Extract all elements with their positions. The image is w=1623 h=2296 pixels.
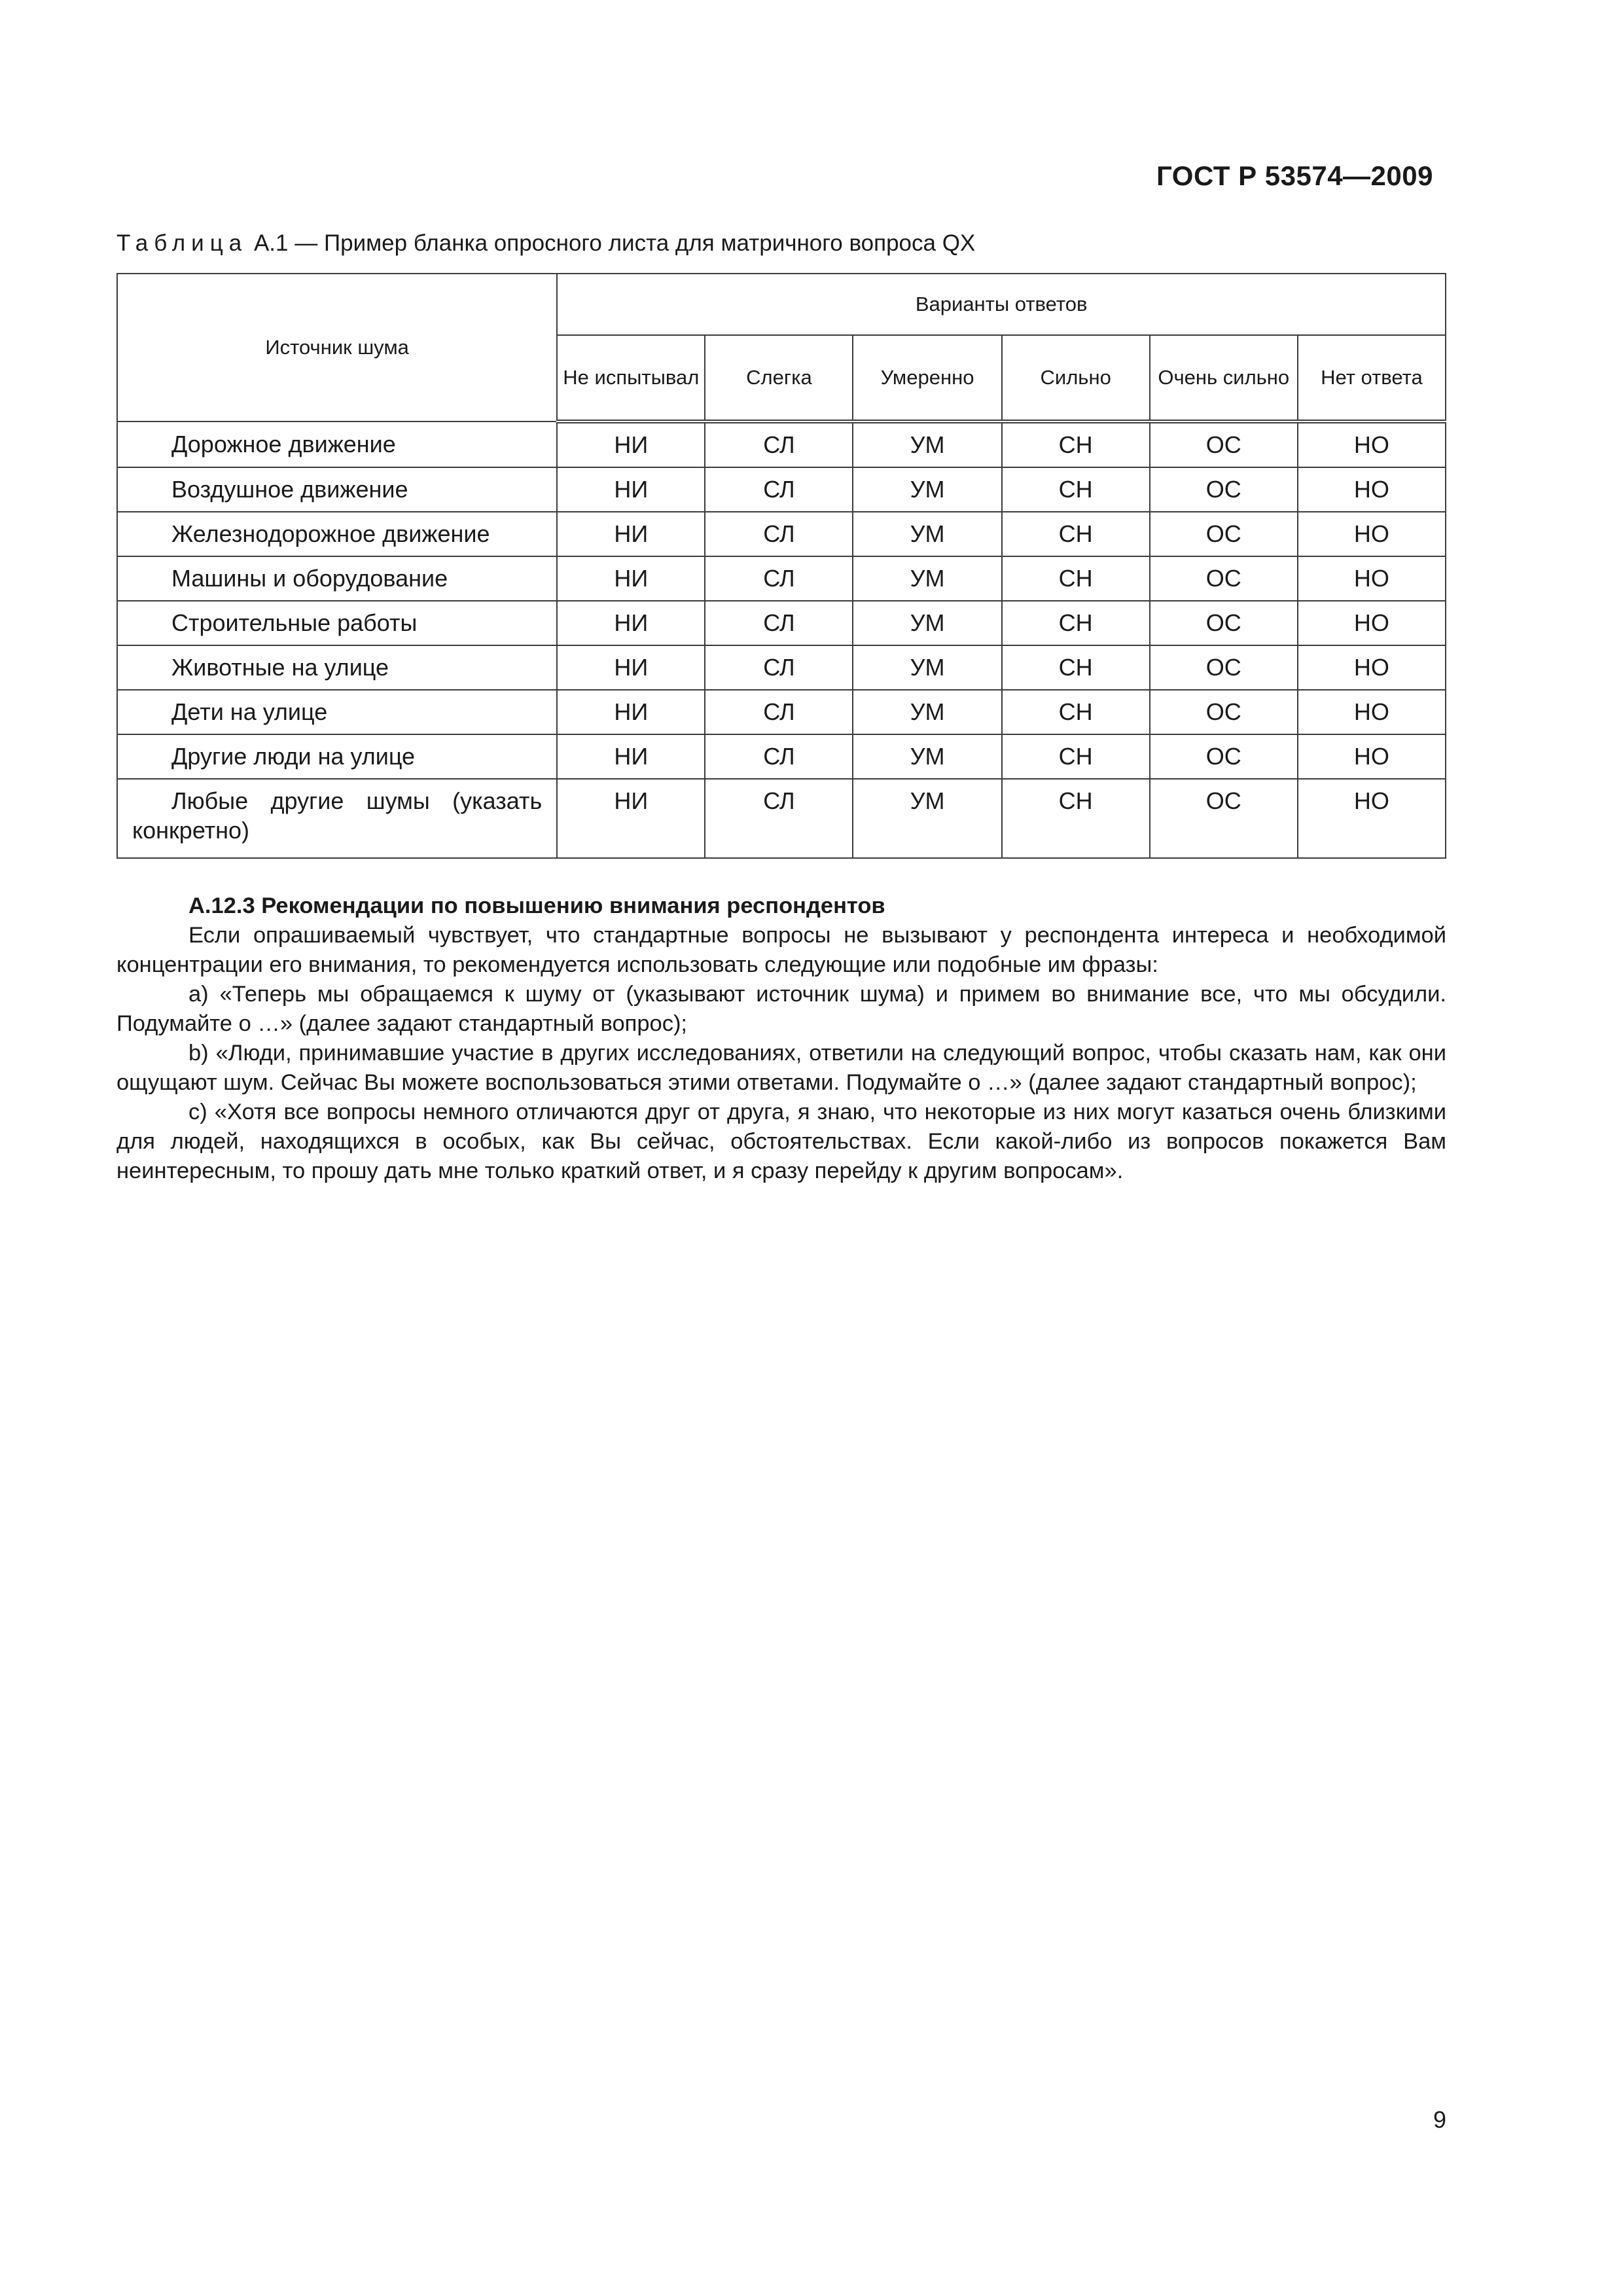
table-row	[117, 734, 1446, 779]
answer-code-cell: УМ	[853, 467, 1001, 512]
paragraph: b) «Люди, принимавшие участие в других исследованиях, ответили на следующий вопрос, чтобы сказать нам, как они ощущают шум. Сейчас Вы можете воспользоваться этими ответами. Подумайте о …» (далее задают стандартный вопрос);	[116, 1041, 1446, 1095]
answer-code-cell: НИ	[557, 779, 705, 858]
noise-source-cell: Строительные работы	[117, 601, 557, 645]
column-header: Сильно	[1002, 335, 1150, 422]
column-header-source: Источник шума	[117, 274, 557, 422]
paragraph: Если опрашиваемый чувствует, что стандартные вопросы не вызывают у респондента интереса и необходимой концентрации его внимания, то рекомендуется использовать следующие или подобные им фразы:	[116, 923, 1446, 977]
answer-code-cell: УМ	[853, 690, 1001, 734]
answer-code-cell: УМ	[853, 512, 1001, 556]
answer-code-cell: НО	[1298, 645, 1446, 690]
answer-code-cell: УМ	[853, 601, 1001, 645]
column-header: Умеренно	[853, 335, 1001, 422]
answer-code-cell: НО	[1298, 467, 1446, 512]
table-row	[117, 690, 1446, 734]
answer-code-cell: ОС	[1150, 556, 1298, 601]
table-row	[117, 467, 1446, 512]
answer-code-cell: ОС	[1150, 690, 1298, 734]
table-row	[117, 779, 1446, 858]
answer-code-cell: НИ	[557, 601, 705, 645]
noise-source-cell: Воздушное движение	[117, 467, 557, 512]
answer-code-cell: СЛ	[705, 422, 853, 467]
answer-code-cell: ОС	[1150, 645, 1298, 690]
noise-source-cell: Любые другие шумы (указать конкретно)	[117, 779, 557, 858]
column-group-header: Варианты ответов	[557, 274, 1446, 335]
answer-code-cell: НИ	[557, 422, 705, 467]
answer-code-cell: НО	[1298, 779, 1446, 858]
answer-code-cell: УМ	[853, 734, 1001, 779]
answer-code-cell: СН	[1002, 556, 1150, 601]
answer-code-cell: НО	[1298, 422, 1446, 467]
answer-code-cell: СЛ	[705, 690, 853, 734]
answer-code-cell: НО	[1298, 601, 1446, 645]
table-row	[117, 512, 1446, 556]
answer-code-cell: ОС	[1150, 734, 1298, 779]
answer-code-cell: НИ	[557, 690, 705, 734]
column-header: Слегка	[705, 335, 853, 422]
answer-code-cell: НО	[1298, 690, 1446, 734]
answer-code-cell: ОС	[1150, 512, 1298, 556]
answer-code-cell: СН	[1002, 645, 1150, 690]
answer-code-cell: СЛ	[705, 556, 853, 601]
paragraph: c) «Хотя все вопросы немного отличаются друг от друга, я знаю, что некоторые из них могут казаться очень близкими для людей, находящихся в особых, как Вы сейчас, обстоятельствах. Если какой-либо из вопросов покажется Вам неинтересным, то прошу дать мне только краткий ответ, и я сразу перейду к другим вопросам».	[116, 1100, 1446, 1183]
paragraph: a) «Теперь мы обращаемся к шуму от (указывают источник шума) и примем во внимание все, что мы обсудили. Подумайте о …» (далее задают стандартный вопрос);	[116, 982, 1446, 1036]
table-caption-prefix: Таблица	[116, 230, 248, 256]
answer-code-cell: УМ	[853, 556, 1001, 601]
page-number: 9	[1433, 2106, 1446, 2133]
answer-code-cell: ОС	[1150, 467, 1298, 512]
answer-code-cell: ОС	[1150, 601, 1298, 645]
noise-source-cell: Машины и оборудование	[117, 556, 557, 601]
answer-code-cell: НИ	[557, 512, 705, 556]
answer-code-cell: УМ	[853, 422, 1001, 467]
table-row	[117, 601, 1446, 645]
answer-code-cell: НО	[1298, 556, 1446, 601]
answer-code-cell: УМ	[853, 779, 1001, 858]
column-header: Очень сильно	[1150, 335, 1298, 422]
answer-code-cell: СН	[1002, 512, 1150, 556]
answer-code-cell: УМ	[853, 645, 1001, 690]
answer-code-cell: СН	[1002, 690, 1150, 734]
answer-code-cell: СЛ	[705, 779, 853, 858]
answer-code-cell: СЛ	[705, 645, 853, 690]
noise-source-cell: Дети на улице	[117, 690, 557, 734]
noise-source-cell: Дорожное движение	[117, 422, 557, 467]
table-row	[117, 422, 1446, 467]
table-caption	[116, 230, 975, 257]
section-heading: А.12.3 Рекомендации по повышению внимания респондентов	[188, 893, 885, 918]
answer-code-cell: НИ	[557, 734, 705, 779]
answer-code-cell: НИ	[557, 556, 705, 601]
answer-code-cell: СН	[1002, 779, 1150, 858]
column-header: Не испытывал	[557, 335, 705, 422]
answer-code-cell: СЛ	[705, 734, 853, 779]
table-row	[117, 556, 1446, 601]
noise-source-cell: Железнодорожное движение	[117, 512, 557, 556]
answer-code-cell: НО	[1298, 734, 1446, 779]
noise-source-cell: Другие люди на улице	[117, 734, 557, 779]
answer-code-cell: СН	[1002, 422, 1150, 467]
answer-code-cell: СЛ	[705, 467, 853, 512]
answer-code-cell: СН	[1002, 467, 1150, 512]
answer-code-cell: НИ	[557, 467, 705, 512]
document-code: ГОСТ Р 53574—2009	[1156, 160, 1433, 191]
answer-code-cell: ОС	[1150, 422, 1298, 467]
answer-code-cell: ОС	[1150, 779, 1298, 858]
answer-code-cell: СЛ	[705, 512, 853, 556]
noise-source-cell: Животные на улице	[117, 645, 557, 690]
table-caption-title: А.1 — Пример бланка опросного листа для матричного вопроса QX	[247, 230, 976, 256]
answer-code-cell: СЛ	[705, 601, 853, 645]
answer-code-cell: СН	[1002, 601, 1150, 645]
column-header: Нет ответа	[1298, 335, 1446, 422]
answer-code-cell: СН	[1002, 734, 1150, 779]
table-row	[117, 645, 1446, 690]
survey-matrix-table	[116, 273, 1446, 859]
answer-code-cell: НО	[1298, 512, 1446, 556]
answer-code-cell: НИ	[557, 645, 705, 690]
section-text	[116, 891, 1446, 1186]
